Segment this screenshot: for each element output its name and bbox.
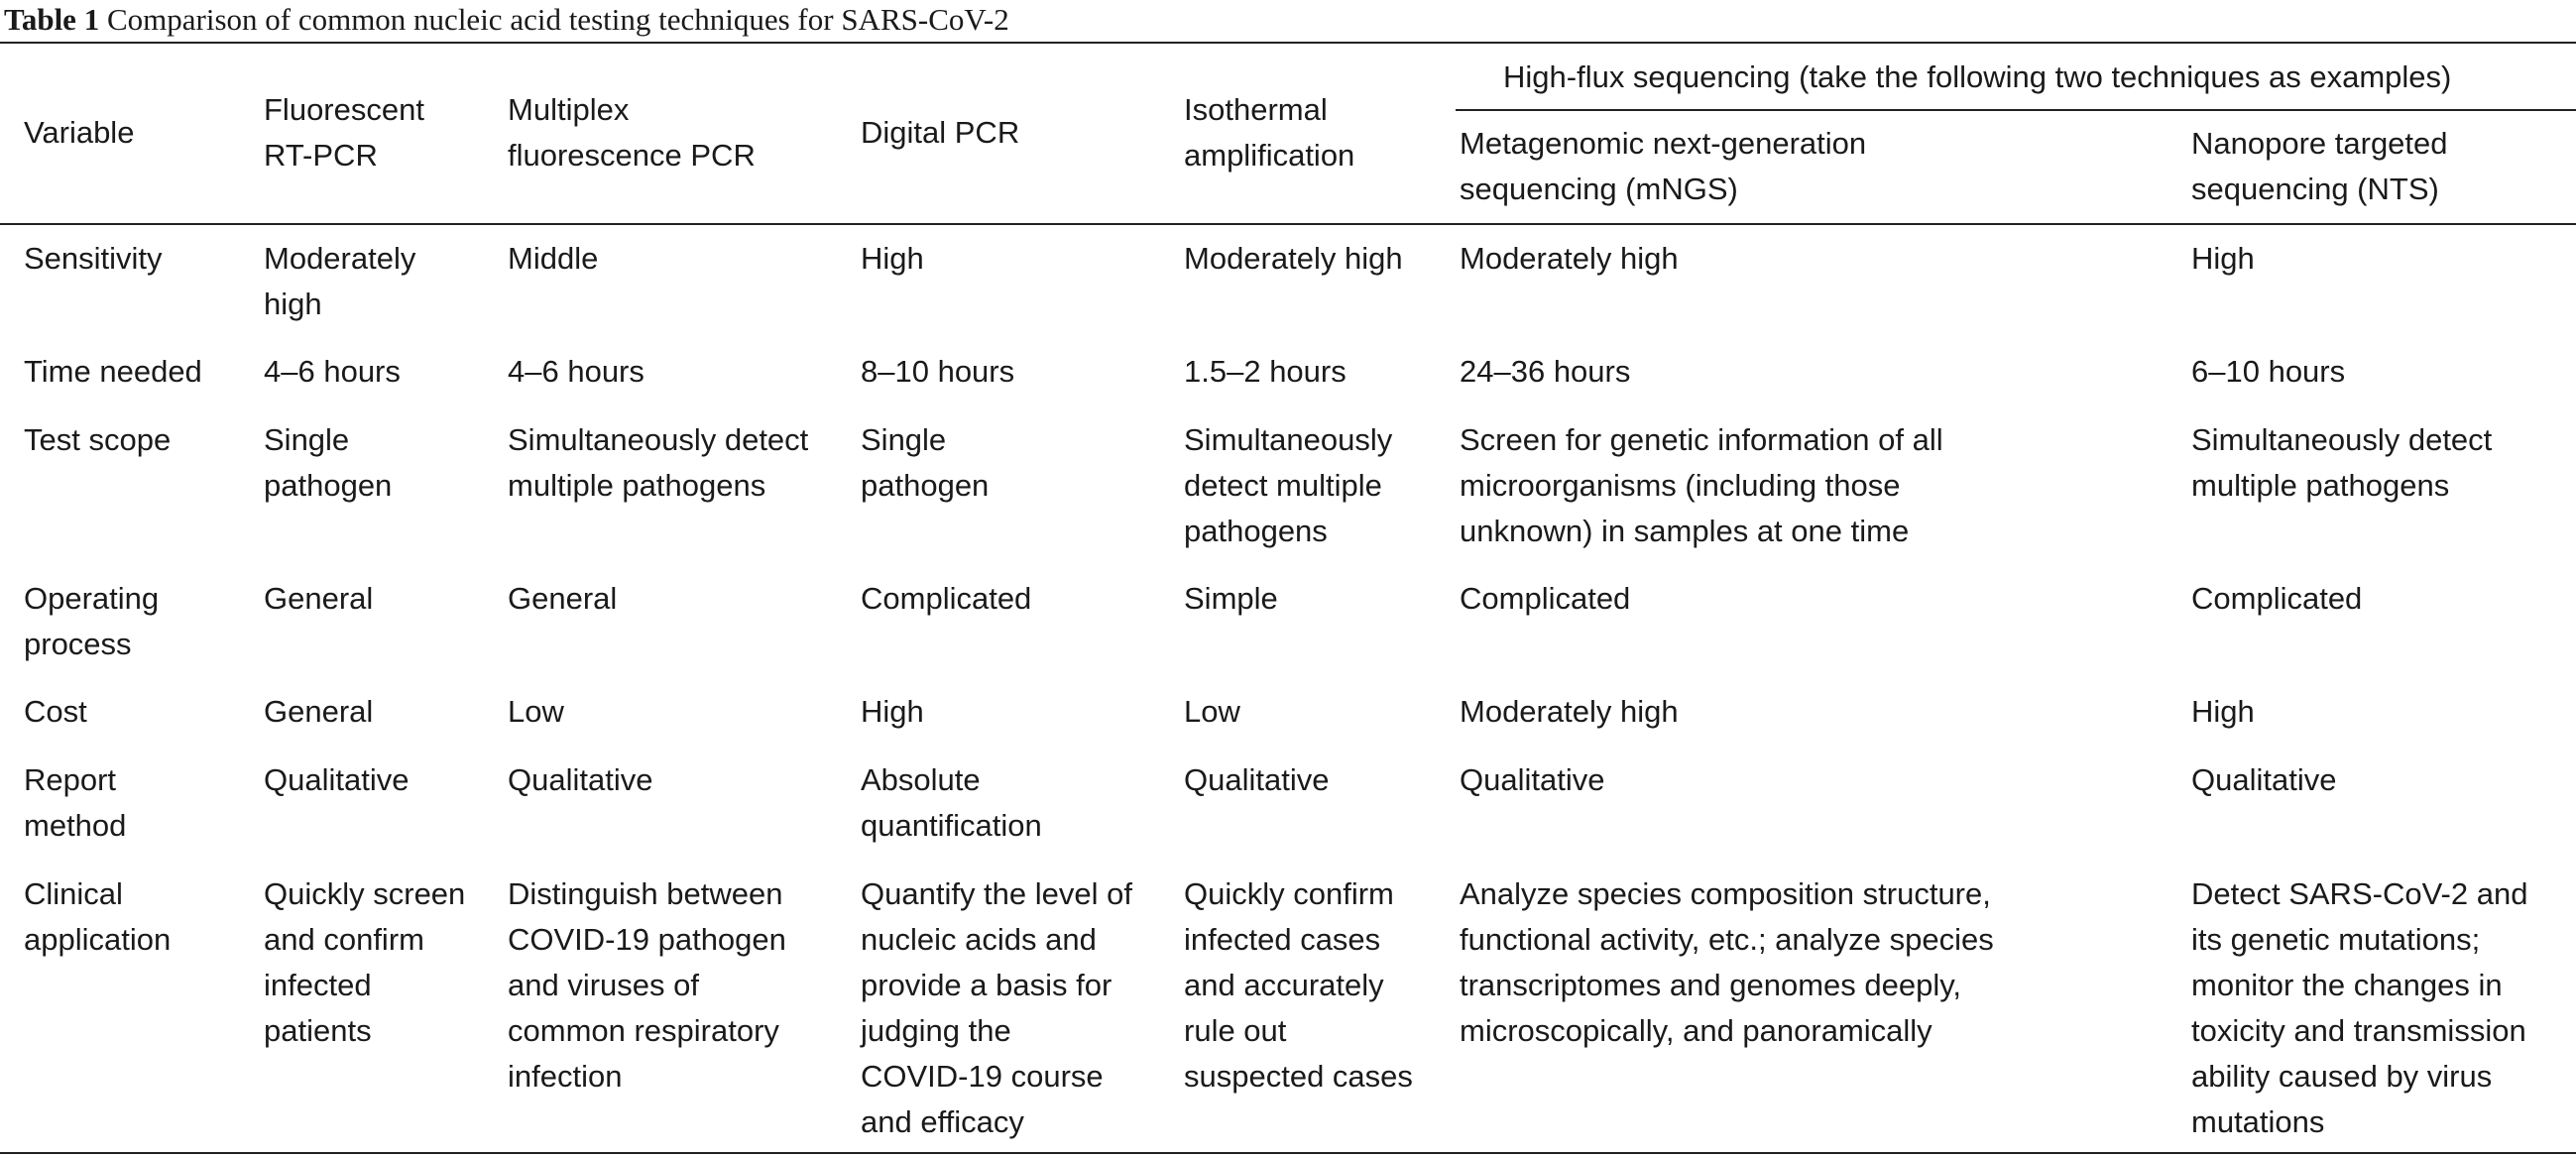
row-7-multiplex-cell-line: common respiratory [508, 1013, 779, 1048]
row-2-mngs-cell-line: 24–36 hours [1460, 354, 1631, 389]
row-7-variable-cell [24, 871, 171, 963]
row-7-mngs-cell-line: microscopically, and panoramically [1460, 1013, 1932, 1048]
row-4-fluorescent-cell-line: General [264, 581, 374, 616]
row-7-digital-cell-line: judging the [861, 1013, 1011, 1048]
row-5-digital-cell [861, 689, 924, 735]
row-3-fluorescent-cell-line: Single [264, 422, 350, 457]
row-2-digital-cell [861, 349, 1014, 395]
row-4-mngs-cell-line: Complicated [1460, 581, 1631, 616]
row-1-fluorescent-cell-line: Moderately [264, 241, 416, 276]
header-fluorescent-rt-pcr-line: Fluorescent [264, 92, 424, 127]
row-6-isothermal-cell-line: Qualitative [1184, 762, 1330, 797]
row-7-isothermal-cell-line: infected cases [1184, 922, 1381, 957]
table-caption [4, 2, 1009, 38]
row-3-isothermal-cell [1184, 417, 1392, 554]
row-7-digital-cell-line: COVID-19 course [861, 1059, 1104, 1094]
row-3-nts-cell [2191, 417, 2492, 509]
header-isothermal-amplification-line: Isothermal [1184, 92, 1328, 127]
row-7-multiplex-cell-line: Distinguish between [508, 876, 783, 911]
row-7-isothermal-cell [1184, 871, 1413, 1099]
row-2-nts-cell [2191, 349, 2345, 395]
row-1-multiplex-cell [508, 236, 598, 282]
row-7-mngs-cell-line: transcriptomes and genomes deeply, [1460, 968, 1962, 1002]
row-3-nts-cell-line: Simultaneously detect [2191, 422, 2493, 457]
header-mngs-line: sequencing (mNGS) [1460, 172, 1738, 206]
row-3-digital-cell-line: Single [861, 422, 947, 457]
row-7-nts-cell-line: its genetic mutations; [2191, 922, 2481, 957]
row-2-multiplex-cell-line: 4–6 hours [508, 354, 644, 389]
row-7-fluorescent-cell-line: Quickly screen [264, 876, 466, 911]
row-7-digital-cell-line: Quantify the level of [861, 876, 1132, 911]
row-6-variable-cell-line: Report [24, 762, 117, 797]
row-1-multiplex-cell-line: Middle [508, 241, 599, 276]
row-7-variable-cell-line: Clinical [24, 876, 123, 911]
row-6-digital-cell-line: Absolute [861, 762, 981, 797]
row-7-nts-cell-line: mutations [2191, 1104, 2325, 1139]
row-7-digital-cell-line: and efficacy [861, 1104, 1024, 1139]
row-5-digital-cell-line: High [861, 694, 924, 729]
row-2-isothermal-cell-line: 1.5–2 hours [1184, 354, 1347, 389]
row-5-mngs-cell [1460, 689, 1679, 735]
row-6-isothermal-cell [1184, 757, 1329, 803]
row-5-isothermal-cell [1184, 689, 1240, 735]
row-1-nts-cell-line: High [2191, 241, 2255, 276]
row-3-mngs-cell [1460, 417, 1943, 554]
row-7-multiplex-cell-line: COVID-19 pathogen [508, 922, 786, 957]
row-3-variable-cell-line: Test scope [24, 422, 172, 457]
row-4-isothermal-cell [1184, 576, 1278, 622]
row-3-fluorescent-cell [264, 417, 392, 509]
row-7-isothermal-cell-line: Quickly confirm [1184, 876, 1394, 911]
row-7-isothermal-cell-line: rule out [1184, 1013, 1287, 1048]
row-5-mngs-cell-line: Moderately high [1460, 694, 1679, 729]
row-3-multiplex-cell-line: multiple pathogens [508, 468, 766, 503]
row-4-nts-cell [2191, 576, 2362, 622]
row-3-mngs-cell-line: microorganisms (including those [1460, 468, 1901, 503]
header-mngs [1460, 121, 1866, 212]
row-3-digital-cell [861, 417, 989, 509]
row-1-mngs-cell-line: Moderately high [1460, 241, 1679, 276]
row-5-fluorescent-cell [264, 689, 373, 735]
row-1-mngs-cell [1460, 236, 1679, 282]
header-mngs-line: Metagenomic next-generation [1460, 126, 1867, 161]
row-6-multiplex-cell-line: Qualitative [508, 762, 653, 797]
header-variable-line: Variable [24, 115, 135, 150]
row-6-nts-cell [2191, 757, 2336, 803]
row-7-isothermal-cell-line: and accurately [1184, 968, 1384, 1002]
row-4-digital-cell [861, 576, 1031, 622]
row-2-digital-cell-line: 8–10 hours [861, 354, 1015, 389]
row-1-fluorescent-cell [264, 236, 415, 327]
row-3-multiplex-cell [508, 417, 808, 509]
row-1-fluorescent-cell-line: high [264, 287, 322, 321]
row-7-nts-cell-line: monitor the changes in [2191, 968, 2503, 1002]
row-7-nts-cell-line: toxicity and transmission [2191, 1013, 2526, 1048]
row-7-digital-cell-line: nucleic acids and [861, 922, 1097, 957]
row-6-digital-cell-line: quantification [861, 808, 1042, 843]
table-caption-label: Table 1 [4, 2, 100, 37]
row-6-nts-cell-line: Qualitative [2191, 762, 2337, 797]
row-4-variable-cell [24, 576, 159, 667]
header-fluorescent-rt-pcr-line: RT-PCR [264, 138, 378, 173]
row-5-isothermal-cell-line: Low [1184, 694, 1240, 729]
row-2-multiplex-cell [508, 349, 644, 395]
row-3-nts-cell-line: multiple pathogens [2191, 468, 2450, 503]
row-6-variable-cell-line: method [24, 808, 127, 843]
header-digital-pcr-line: Digital PCR [861, 115, 1020, 150]
header-multiplex-fluorescence-pcr [508, 87, 756, 178]
row-6-mngs-cell-line: Qualitative [1460, 762, 1605, 797]
row-4-nts-cell-line: Complicated [2191, 581, 2363, 616]
row-2-fluorescent-cell-line: 4–6 hours [264, 354, 401, 389]
table-caption-text: Comparison of common nucleic acid testing techniques for SARS-CoV-2 [106, 2, 1009, 37]
row-4-variable-cell-line: Operating [24, 581, 160, 616]
row-4-isothermal-cell-line: Simple [1184, 581, 1278, 616]
row-1-digital-cell [861, 236, 924, 282]
row-7-fluorescent-cell-line: patients [264, 1013, 372, 1048]
row-7-multiplex-cell-line: and viruses of [508, 968, 699, 1002]
row-3-isothermal-cell-line: Simultaneously [1184, 422, 1393, 457]
row-5-multiplex-cell-line: Low [508, 694, 564, 729]
header-nts-line: sequencing (NTS) [2191, 172, 2439, 206]
row-1-variable-cell [24, 236, 163, 282]
row-7-digital-cell-line: provide a basis for [861, 968, 1112, 1002]
row-7-digital-cell [861, 871, 1132, 1145]
row-7-fluorescent-cell-line: and confirm [264, 922, 424, 957]
row-7-nts-cell-line: Detect SARS-CoV-2 and [2191, 876, 2528, 911]
header-multiplex-fluorescence-pcr-line: fluorescence PCR [508, 138, 756, 173]
header-nts-line: Nanopore targeted [2191, 126, 2448, 161]
row-4-multiplex-cell [508, 576, 617, 622]
row-3-mngs-cell-line: Screen for genetic information of all [1460, 422, 1943, 457]
row-3-multiplex-cell-line: Simultaneously detect [508, 422, 809, 457]
row-3-isothermal-cell-line: detect multiple [1184, 468, 1382, 503]
row-6-digital-cell [861, 757, 1042, 849]
row-1-variable-cell-line: Sensitivity [24, 241, 163, 276]
row-2-isothermal-cell [1184, 349, 1347, 395]
row-1-nts-cell [2191, 236, 2255, 282]
row-6-fluorescent-cell [264, 757, 409, 803]
header-nts [2191, 121, 2448, 212]
row-4-multiplex-cell-line: General [508, 581, 618, 616]
row-6-variable-cell [24, 757, 126, 849]
row-5-variable-cell [24, 689, 87, 735]
row-3-isothermal-cell-line: pathogens [1184, 514, 1328, 548]
header-isothermal-amplification-line: amplification [1184, 138, 1355, 173]
row-2-variable-cell-line: Time needed [24, 354, 202, 389]
table-bottom-rule [0, 1152, 2576, 1154]
row-7-mngs-cell [1460, 871, 1994, 1054]
row-7-multiplex-cell [508, 871, 786, 1099]
row-7-mngs-cell-line: functional activity, etc.; analyze species [1460, 922, 1994, 957]
row-4-mngs-cell [1460, 576, 1630, 622]
row-4-digital-cell-line: Complicated [861, 581, 1032, 616]
row-6-mngs-cell [1460, 757, 1604, 803]
header-multiplex-fluorescence-pcr-line: Multiplex [508, 92, 630, 127]
row-5-nts-cell [2191, 689, 2255, 735]
row-2-nts-cell-line: 6–10 hours [2191, 354, 2346, 389]
row-4-fluorescent-cell [264, 576, 373, 622]
row-5-fluorescent-cell-line: General [264, 694, 374, 729]
row-7-fluorescent-cell-line: infected [264, 968, 372, 1002]
row-6-fluorescent-cell-line: Qualitative [264, 762, 410, 797]
header-digital-pcr [861, 110, 1019, 156]
row-7-fluorescent-cell [264, 871, 465, 1054]
row-7-variable-cell-line: application [24, 922, 172, 957]
row-7-mngs-cell-line: Analyze species composition structure, [1460, 876, 1991, 911]
header-high-flux-sequencing-line: High-flux sequencing (take the following two techniques as examples) [1503, 59, 2452, 94]
row-5-variable-cell-line: Cost [24, 694, 87, 729]
row-7-multiplex-cell-line: infection [508, 1059, 623, 1094]
row-1-digital-cell-line: High [861, 241, 924, 276]
row-5-nts-cell-line: High [2191, 694, 2255, 729]
spanning-header-rule [1456, 109, 2576, 111]
row-3-variable-cell [24, 417, 171, 463]
row-5-multiplex-cell [508, 689, 564, 735]
row-3-digital-cell-line: pathogen [861, 468, 990, 503]
row-7-isothermal-cell-line: suspected cases [1184, 1059, 1413, 1094]
row-7-nts-cell-line: ability caused by virus [2191, 1059, 2493, 1094]
header-variable [24, 110, 134, 156]
row-1-isothermal-cell [1184, 236, 1403, 282]
row-1-isothermal-cell-line: Moderately high [1184, 241, 1403, 276]
row-7-nts-cell [2191, 871, 2527, 1145]
row-4-variable-cell-line: process [24, 627, 132, 661]
row-6-multiplex-cell [508, 757, 652, 803]
table-top-rule [0, 42, 2576, 44]
row-2-fluorescent-cell [264, 349, 401, 395]
header-high-flux-sequencing [1503, 55, 2451, 100]
header-isothermal-amplification [1184, 87, 1354, 178]
header-fluorescent-rt-pcr [264, 87, 424, 178]
row-3-fluorescent-cell-line: pathogen [264, 468, 393, 503]
row-2-mngs-cell [1460, 349, 1630, 395]
row-3-mngs-cell-line: unknown) in samples at one time [1460, 514, 1910, 548]
header-bottom-rule [0, 223, 2576, 225]
row-2-variable-cell [24, 349, 202, 395]
